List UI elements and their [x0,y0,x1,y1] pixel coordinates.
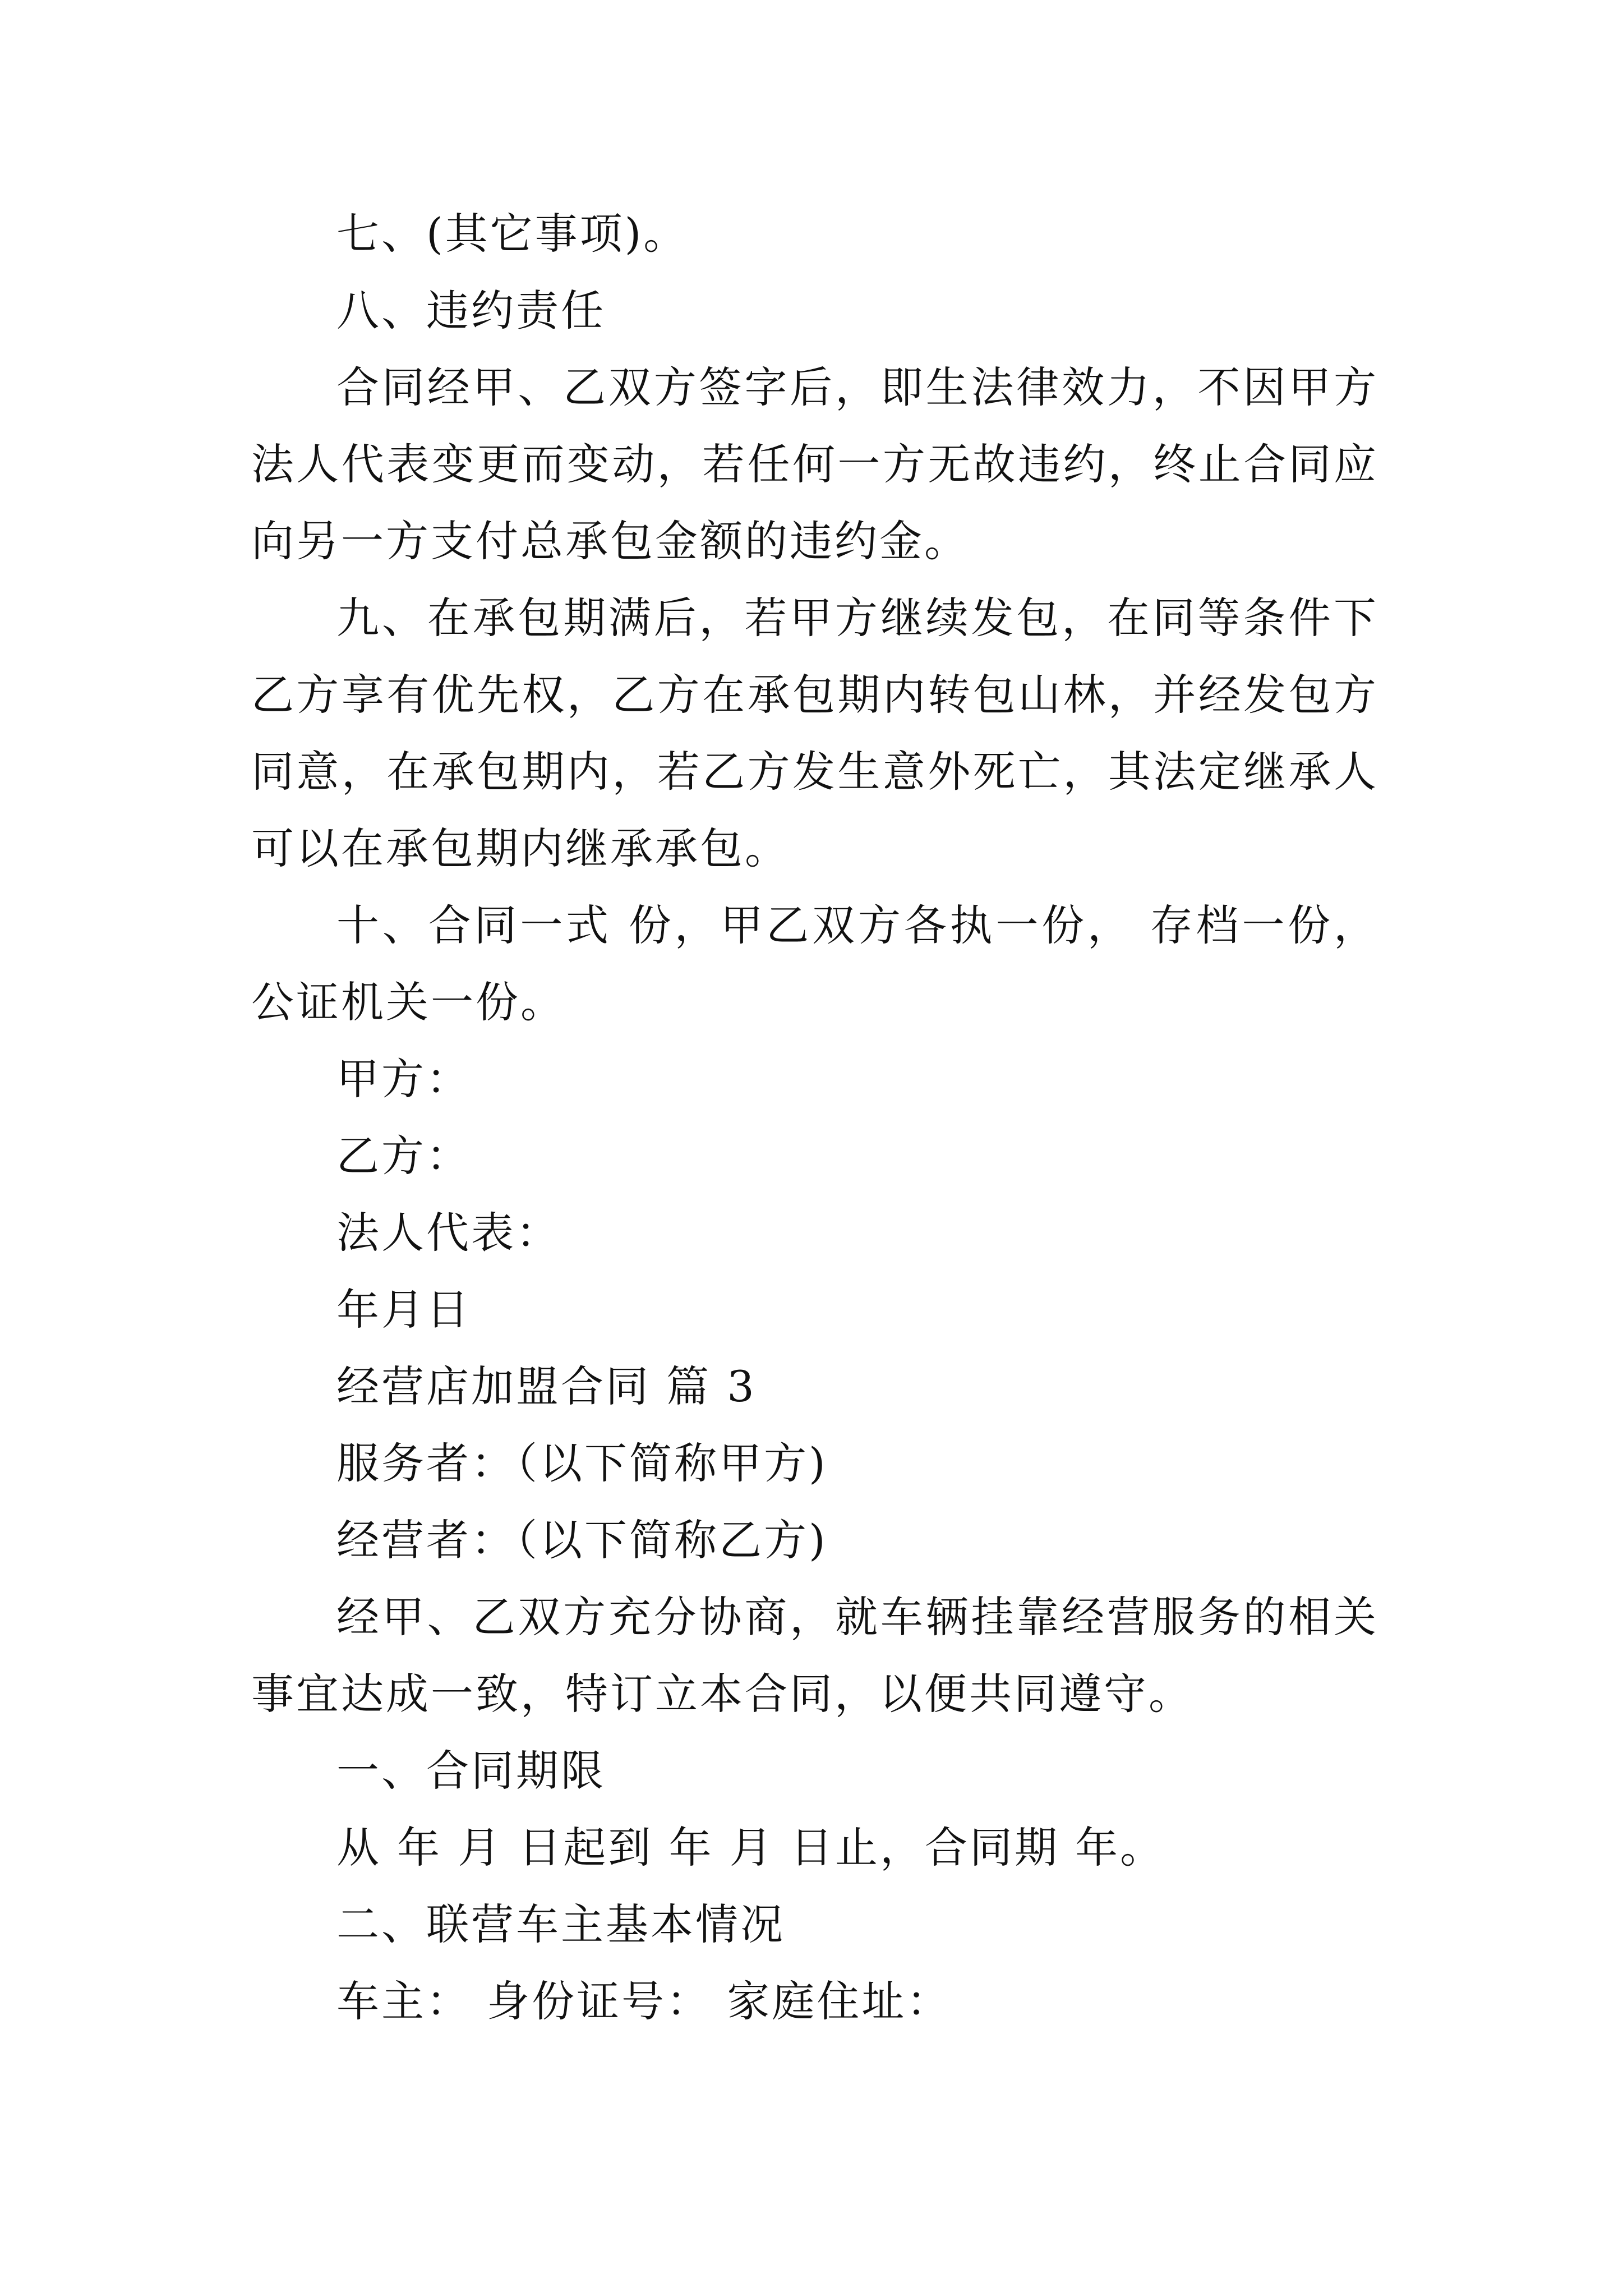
paragraph-contract-effect: 合同经甲、乙双方签字后，即生法律效力，不因甲方法人代表变更而变动，若任何一方无故违约，终止合同应向另一方支付总承包金额的违约金。 [251,362,1378,566]
document-title: 经营店加盟合同 篇 3 [336,1361,757,1411]
section-heading-other-matters: 七、(其它事项)。 [336,209,689,259]
operator-label: 经营者：（以下简称乙方) [336,1515,828,1565]
document-page [251,195,1378,2040]
section-heading-owner-info: 二、联营车主基本情况 [336,1899,785,1949]
section-heading-contract-term: 一、合同期限 [336,1746,606,1796]
paragraph-copies: 十、合同一式 份，甲乙双方各执一份， 存档一份，公证机关一份。 [251,900,1378,1027]
paragraph-preamble: 经甲、乙双方充分协商，就车辆挂靠经营服务的相关事宜达成一致，特订立本合同，以便共同遵守。 [251,1592,1378,1719]
party-a-label: 甲方： [336,1054,471,1104]
date-label: 年月日 [336,1285,471,1335]
paragraph-priority-right: 九、在承包期满后，若甲方继续发包，在同等条件下乙方享有优先权，乙方在承包期内转包山林，并经发包方同意，在承包期内，若乙方发生意外死亡，其法定继承人可以在承包期内继承承包。 [251,593,1378,873]
paragraph-term-dates: 从 年 月 日起到 年 月 日止，合同期 年。 [336,1823,1165,1872]
service-provider-label: 服务者：（以下简称甲方) [336,1438,828,1488]
party-b-label: 乙方： [336,1131,471,1181]
legal-representative-label: 法人代表： [336,1208,561,1258]
section-heading-breach-liability: 八、违约责任 [336,286,606,335]
paragraph-owner-fields: 车主： 身份证号： 家庭住址： [336,1976,952,2026]
